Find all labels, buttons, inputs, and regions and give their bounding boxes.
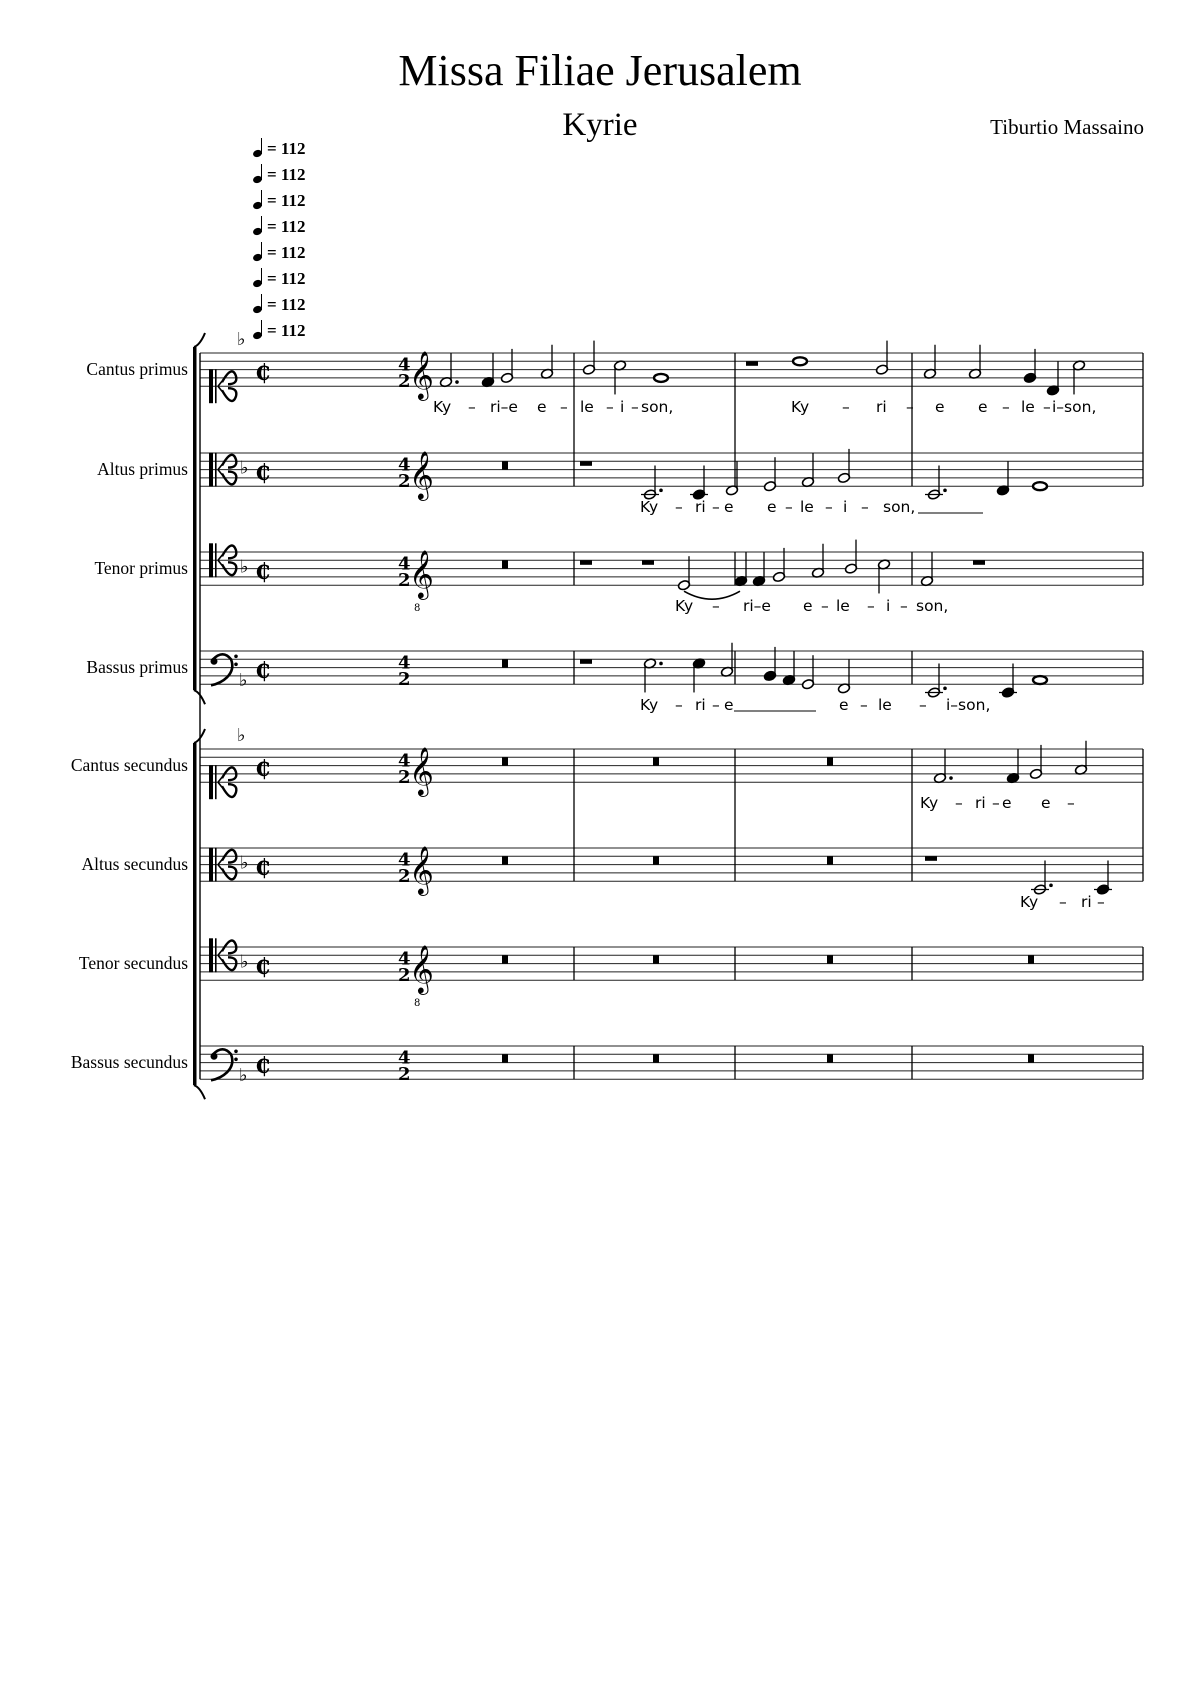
breve-rest: [502, 757, 508, 765]
half-rest: [580, 560, 592, 565]
instrument-name-altus-secundus: Altus secundus: [81, 854, 188, 874]
time-sig-denominator: 2: [398, 866, 411, 888]
lyric-syllable: Ky: [640, 498, 659, 516]
flat-icon: ♭: [239, 1065, 248, 1087]
bracket: [193, 347, 197, 690]
lyric-syllable: –: [785, 498, 793, 516]
breve-rest: [502, 856, 508, 864]
half-rest: [642, 560, 654, 565]
flat-icon: ♭: [240, 457, 249, 479]
treble-clef-icon: 𝄞: [409, 746, 434, 796]
lyric-syllable: i: [886, 597, 891, 615]
c-clef-icon: [209, 543, 213, 577]
lyric-syllable: e: [935, 398, 945, 416]
tempo-mark: = 112: [253, 321, 306, 341]
cut-time-icon: ₵: [255, 755, 271, 782]
breve-rest: [653, 955, 659, 963]
lyric-syllable: –: [842, 398, 850, 416]
bracket-tip: [194, 333, 205, 347]
breve-rest: [827, 1054, 833, 1062]
c-clef-icon: [209, 765, 213, 799]
lyric-syllable: –: [631, 398, 639, 416]
instrument-name-cantus-secundus: Cantus secundus: [70, 755, 188, 775]
tempo-mark: = 112: [253, 165, 306, 185]
dot: [1049, 884, 1053, 888]
flat-icon: ♭: [240, 852, 249, 874]
time-sig-denominator: 2: [398, 965, 411, 987]
note-head: [1033, 482, 1047, 490]
lyric-syllable: –: [955, 794, 963, 812]
breve-rest: [502, 1054, 508, 1062]
lyric-syllable: Ky: [640, 696, 659, 714]
breve-rest: [502, 955, 508, 963]
breve-rest: [502, 659, 508, 667]
half-rest: [925, 856, 937, 861]
cut-time-icon: ₵: [255, 657, 271, 684]
breve-rest: [502, 461, 508, 469]
lyric-syllable: Ky: [1020, 893, 1039, 911]
treble-clef-icon: 𝄞: [409, 350, 434, 400]
breve-rest: [827, 955, 833, 963]
lyric-syllable: ri–e: [490, 398, 518, 416]
cut-time-icon: ₵: [255, 1052, 271, 1079]
instrument-name-tenor-secundus: Tenor secundus: [78, 953, 188, 973]
lyric-syllable: Ky: [791, 398, 810, 416]
breve-rest: [827, 757, 833, 765]
breve-rest: [827, 856, 833, 864]
breve-rest: [502, 560, 508, 568]
note-head: [793, 357, 807, 365]
instrument-name-bassus-secundus: Bassus secundus: [70, 1052, 188, 1072]
flat-icon: ♭: [240, 556, 249, 578]
note-head: [1033, 676, 1047, 684]
lyric-syllable: ri: [695, 696, 706, 714]
breve-rest: [653, 757, 659, 765]
time-sig-numerator: 4: [398, 750, 411, 772]
lyric-syllable: Ky: [920, 794, 939, 812]
time-sig-denominator: 2: [398, 570, 411, 592]
lyric-syllable: –: [712, 696, 720, 714]
half-rest: [580, 461, 592, 466]
lyric-syllable: son,: [641, 398, 674, 416]
bracket-tip: [194, 1085, 205, 1099]
score-title: Missa Filiae Jerusalem: [398, 46, 802, 95]
c-clef-icon: [209, 848, 213, 882]
cut-time-icon: ₵: [255, 854, 271, 881]
lyric-syllable: –: [675, 498, 683, 516]
lyric-syllable: –: [860, 696, 868, 714]
lyric-syllable: e: [1002, 794, 1012, 812]
c-clef-icon: [209, 938, 213, 972]
lyric-syllable: ri–e: [743, 597, 771, 615]
lyric-syllable: le: [836, 597, 850, 615]
breve-rest: [653, 1054, 659, 1062]
bracket: [193, 743, 197, 1085]
lyric-syllable: –: [1059, 893, 1067, 911]
tempo-mark: = 112: [253, 295, 306, 315]
breve-rest: [653, 856, 659, 864]
dot: [943, 489, 947, 493]
cut-time-icon: ₵: [255, 359, 271, 386]
lyric-syllable: ri: [695, 498, 706, 516]
time-sig-numerator: 4: [398, 948, 411, 970]
lyric-syllable: i–son,: [1052, 398, 1097, 416]
treble-clef-icon: 𝄞: [409, 845, 434, 895]
time-sig-numerator: 4: [398, 454, 411, 476]
lyric-syllable: e: [803, 597, 813, 615]
lyric-syllable: –: [675, 696, 683, 714]
lyric-syllable: i–son,: [946, 696, 991, 714]
tempo-mark: = 112: [253, 217, 306, 237]
time-sig-denominator: 2: [398, 471, 411, 493]
lyric-syllable: ri: [1081, 893, 1092, 911]
lyric-syllable: –: [992, 794, 1000, 812]
octave-mark: 8: [414, 998, 421, 1010]
treble-clef-icon: 𝄞: [409, 944, 434, 994]
lyric-syllable: e: [724, 696, 734, 714]
lyric-syllable: e: [978, 398, 988, 416]
lyric-syllable: Ky: [433, 398, 452, 416]
lyric-syllable: e: [1041, 794, 1051, 812]
lyric-syllable: –: [560, 398, 568, 416]
lyric-syllable: –: [1097, 893, 1105, 911]
lyric-syllable: –: [712, 597, 720, 615]
time-sig-numerator: 4: [398, 354, 411, 376]
instrument-name-cantus-primus: Cantus primus: [86, 359, 188, 379]
time-sig-denominator: 2: [398, 669, 411, 691]
dot: [659, 662, 663, 666]
lyric-syllable: –: [825, 498, 833, 516]
lyric-syllable: –: [712, 498, 720, 516]
flat-icon: ♭: [237, 725, 246, 746]
time-sig-numerator: 4: [398, 849, 411, 871]
lyric-syllable: son,: [916, 597, 949, 615]
treble-clef-icon: 𝄞: [409, 450, 434, 500]
time-sig-denominator: 2: [398, 1064, 411, 1086]
lyric-syllable: –: [606, 398, 614, 416]
composer-name: Tiburtio Massaino: [990, 115, 1144, 139]
time-sig-denominator: 2: [398, 767, 411, 789]
lyric-syllable: –: [867, 597, 875, 615]
lyric-syllable: –: [821, 597, 829, 615]
lyric-syllable: i: [843, 498, 848, 516]
cut-time-icon: ₵: [255, 558, 271, 585]
instrument-name-altus-primus: Altus primus: [97, 459, 188, 479]
octave-mark: 8: [414, 603, 421, 615]
lyric-syllable: son,: [883, 498, 916, 516]
treble-clef-icon: 𝄞: [409, 549, 434, 599]
tempo-mark: = 112: [253, 269, 306, 289]
lyric-syllable: le: [1021, 398, 1035, 416]
lyric-syllable: le: [878, 696, 892, 714]
tempo-mark: = 112: [253, 243, 306, 263]
lyric-syllable: –: [1043, 398, 1051, 416]
c-clef-icon: [209, 453, 213, 487]
dot: [455, 380, 459, 384]
tempo-mark: = 112: [253, 139, 306, 159]
time-sig-numerator: 4: [398, 553, 411, 575]
lyric-syllable: Ky: [675, 597, 694, 615]
c-clef-icon: [209, 369, 213, 403]
time-sig-denominator: 2: [398, 371, 411, 393]
breve-rest: [1028, 1054, 1034, 1062]
flat-icon: ♭: [237, 329, 246, 350]
lyric-syllable: –: [906, 398, 914, 416]
note-head: [654, 374, 668, 382]
flat-icon: ♭: [239, 670, 248, 692]
dot: [943, 687, 947, 691]
dot: [659, 489, 663, 493]
time-sig-numerator: 4: [398, 1047, 411, 1069]
lyric-syllable: –: [1002, 398, 1010, 416]
lyric-syllable: e: [767, 498, 777, 516]
cut-time-icon: ₵: [255, 459, 271, 486]
lyric-syllable: le: [800, 498, 814, 516]
lyric-syllable: ri: [876, 398, 887, 416]
flat-icon: ♭: [240, 951, 249, 973]
half-rest: [746, 361, 758, 366]
breve-rest: [1028, 955, 1034, 963]
instrument-name-bassus-primus: Bassus primus: [86, 657, 188, 677]
dot: [949, 776, 953, 780]
half-rest: [973, 560, 985, 565]
lyric-syllable: –: [1067, 794, 1075, 812]
lyric-syllable: ri: [975, 794, 986, 812]
lyric-syllable: le: [580, 398, 594, 416]
lyric-syllable: –: [468, 398, 476, 416]
half-rest: [580, 659, 592, 664]
lyric-syllable: i: [620, 398, 625, 416]
movement-subtitle: Kyrie: [562, 107, 638, 143]
lyric-syllable: e: [537, 398, 547, 416]
instrument-name-tenor-primus: Tenor primus: [94, 558, 188, 578]
lyric-syllable: –: [900, 597, 908, 615]
lyric-syllable: e: [839, 696, 849, 714]
tempo-mark: = 112: [253, 191, 306, 211]
cut-time-icon: ₵: [255, 953, 271, 980]
lyric-syllable: –: [861, 498, 869, 516]
lyric-syllable: e: [724, 498, 734, 516]
lyric-syllable: –: [919, 696, 927, 714]
time-sig-numerator: 4: [398, 652, 411, 674]
